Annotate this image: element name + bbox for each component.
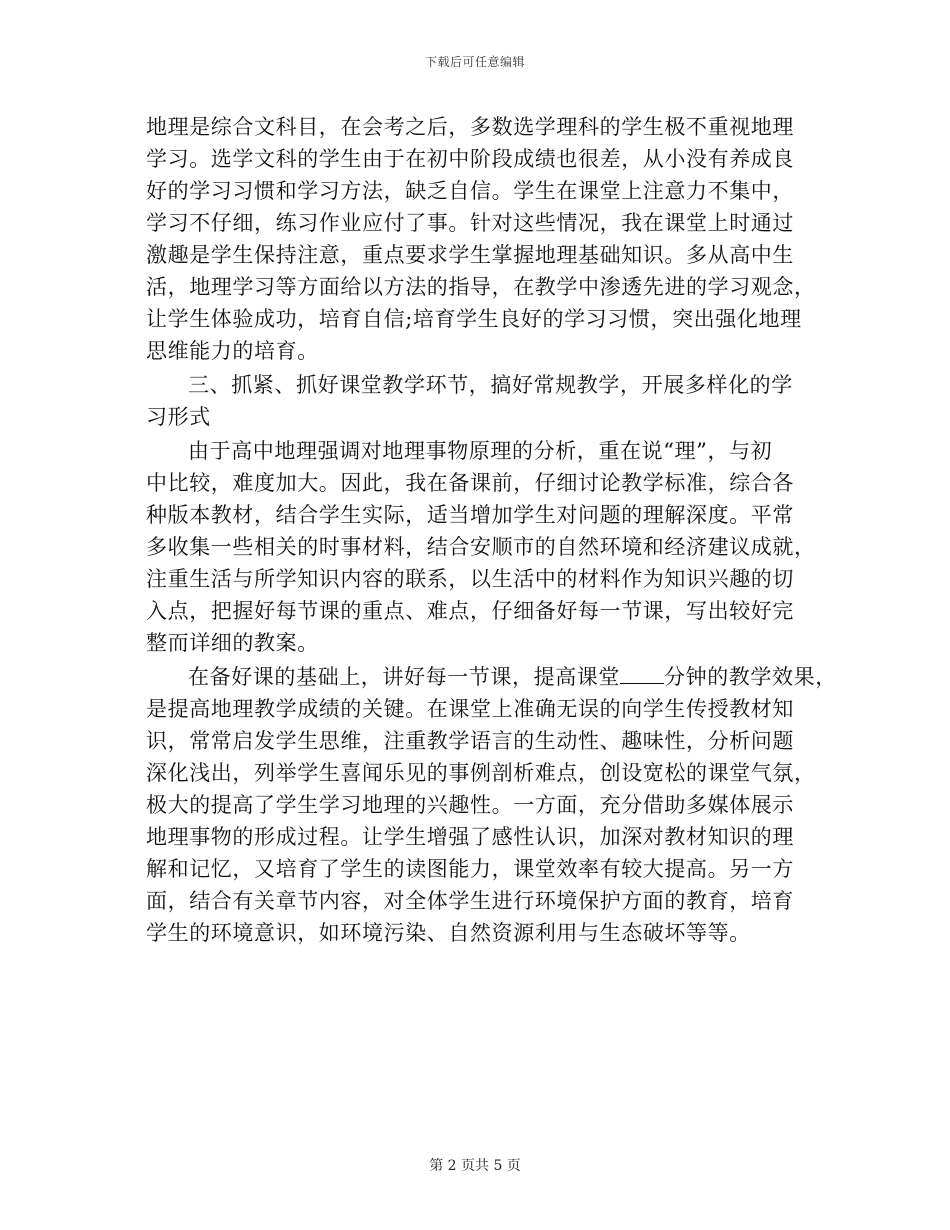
body-line: 中比较，难度加大。因此，我在备课前，仔细讨论教学标准，综合各 <box>146 471 794 495</box>
body-line: 种版本教材，结合学生实际，适当增加学生对问题的理解深度。平常 <box>146 503 794 527</box>
body-line: 是提高地理教学成绩的关键。在课堂上准确无误的向学生传授教材知 <box>146 697 794 721</box>
body-line: 活，地理学习等方面给以方法的指导，在教学中渗透先进的学习观念， <box>146 275 816 299</box>
body-line-with-blank <box>146 661 837 693</box>
body-line: 识，常常启发学生思维，注重教学语言的生动性、趣味性，分析问题 <box>146 729 794 753</box>
body-line: 由于高中地理强调对地理事物原理的分析，重在说“理”，与初 <box>188 439 773 463</box>
body-line: 地理是综合文科目，在会考之后，多数选学理科的学生极不重视地理 <box>146 115 794 139</box>
body-line: 深化浅出，列举学生喜闻乐见的事例剖析难点，创设宽松的课堂气氛， <box>146 761 816 785</box>
body-line: 整而详细的教案。 <box>146 631 319 655</box>
body-line: 面，结合有关章节内容，对全体学生进行环境保护方面的教育，培育 <box>146 889 794 913</box>
section-heading-line: 三、抓紧、抓好课堂教学环节，搞好常规教学，开展多样化的学 <box>188 373 793 397</box>
text-before-blank: 在备好课的基础上，讲好每一节课，提高课堂 <box>188 665 620 689</box>
body-line: 激趣是学生保持注意，重点要求学生掌握地理基础知识。多从高中生 <box>146 243 794 267</box>
body-line: 学习。选学文科的学生由于在初中阶段成绩也很差，从小没有养成良 <box>146 147 794 171</box>
body-line: 让学生体验成功，培育自信;培育学生良好的学习习惯，突出强化地理 <box>146 307 802 331</box>
fill-blank <box>620 665 664 684</box>
body-line: 极大的提高了学生学习地理的兴趣性。一方面，充分借助多媒体展示 <box>146 793 794 817</box>
body-line: 思维能力的培育。 <box>146 339 319 363</box>
page-header: 下载后可任意编辑 <box>424 55 525 69</box>
body-line: 注重生活与所学知识内容的联系，以生活中的材料作为知识兴趣的切 <box>146 567 794 591</box>
page-number: 第 2 页共 5 页 <box>429 1158 521 1174</box>
body-line: 学习不仔细，练习作业应付了事。针对这些情况，我在课堂上时通过 <box>146 211 794 235</box>
section-heading-line: 习形式 <box>146 405 211 429</box>
body-line: 解和记忆，又培育了学生的读图能力，课堂效率有较大提高。另一方 <box>146 857 794 881</box>
body-line: 学生的环境意识，如环境污染、自然资源利用与生态破坏等等。 <box>146 921 751 945</box>
text-after-blank: 分钟的教学效果， <box>664 665 837 689</box>
body-line: 入点，把握好每节课的重点、难点，仔细备好每一节课，写出较好完 <box>146 599 794 623</box>
body-line: 好的学习习惯和学习方法，缺乏自信。学生在课堂上注意力不集中， <box>146 179 794 203</box>
document-body <box>146 111 837 949</box>
body-line: 地理事物的形成过程。让学生增强了感性认识，加深对教材知识的理 <box>146 825 794 849</box>
body-line: 多收集一些相关的时事材料，结合安顺市的自然环境和经济建议成就， <box>146 535 816 559</box>
